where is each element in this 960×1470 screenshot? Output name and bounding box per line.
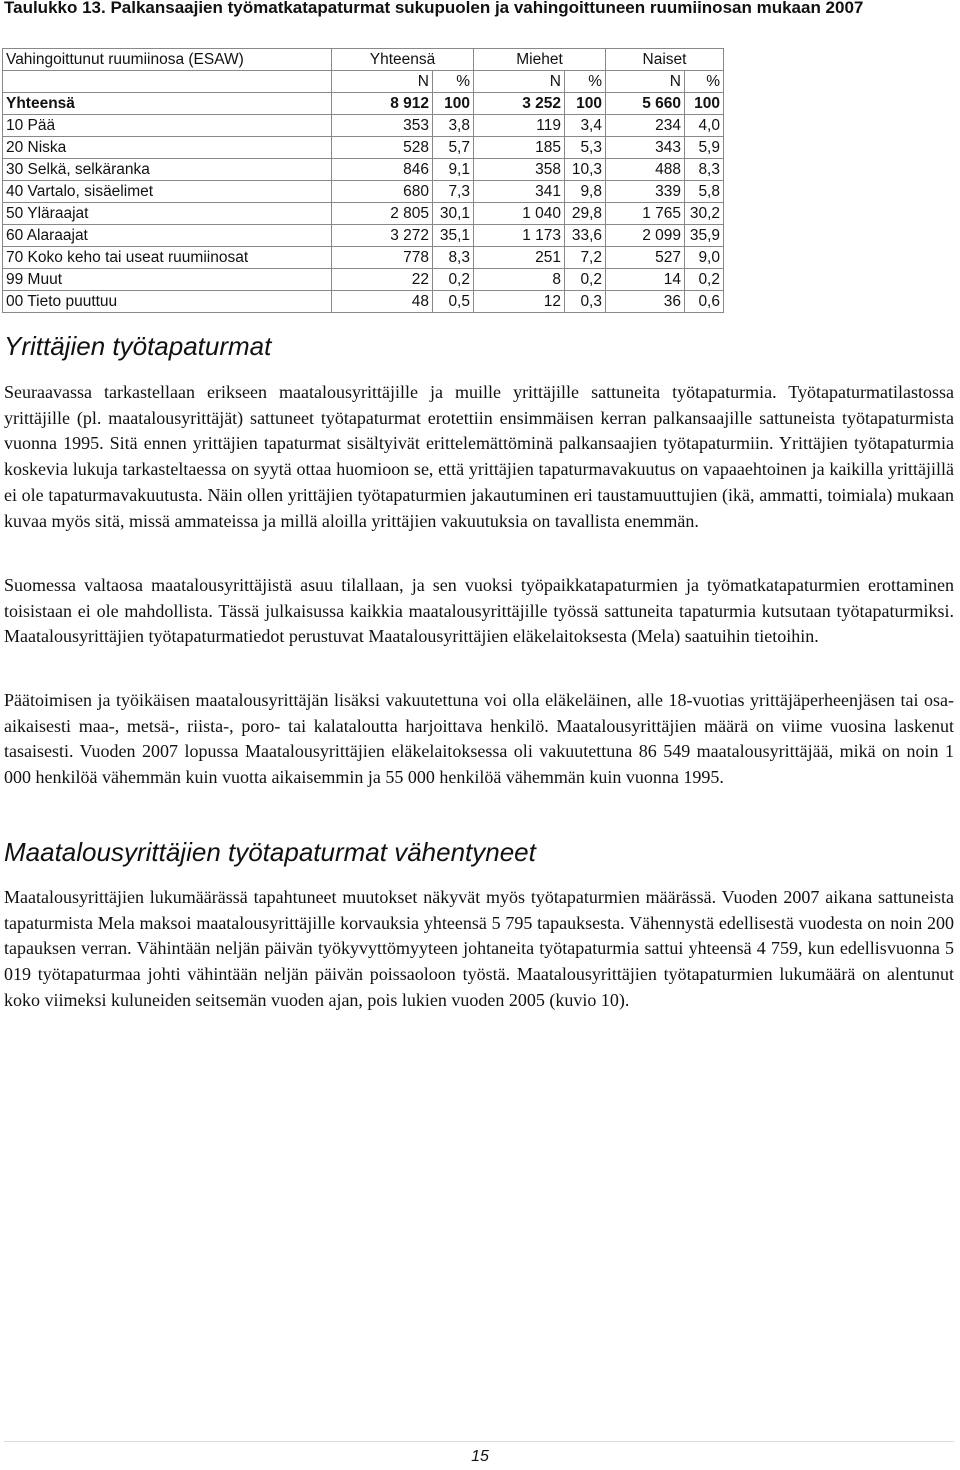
table-row (3, 159, 724, 181)
column-header-body-part: Vahingoittunut ruumiinosa (ESAW) (3, 49, 332, 71)
cell-value: 846 (332, 159, 433, 181)
cell-value: 8,3 (433, 247, 474, 269)
cell-value: 12 (474, 291, 565, 313)
cell-value: 36 (606, 291, 685, 313)
cell-value: 0,6 (685, 291, 724, 313)
row-label: 50 Yläraajat (3, 203, 332, 225)
cell-value: 5,3 (565, 137, 606, 159)
cell-value: 22 (332, 269, 433, 291)
cell-value: 0,5 (433, 291, 474, 313)
cell-value: 30,1 (433, 203, 474, 225)
cell-value: 353 (332, 115, 433, 137)
table-row (3, 137, 724, 159)
subheader-empty (3, 71, 332, 93)
cell-value: 4,0 (685, 115, 724, 137)
column-group-women: Naiset (606, 49, 724, 71)
table-row (3, 115, 724, 137)
body-paragraph: Seuraavassa tarkastellaan erikseen maatalousyrittäjille ja muille yrittäjille sattuneita työtapaturmia. Työtapaturmatilastossa yrittäjille (pl. maatalousyrittäjät) sattuneet työtapaturmat erotettiin ensimmäisen kerran palkansaajille sattuneista työtapaturmista vuonna 1995. Sitä ennen yrittäjien tapaturmat sisältyivät erittelemättöminä palkansaajien työtapaturmiin. Yrittäjien työtapaturmia koskevia lukuja tarkasteltaessa on syytä ottaa huomioon se, että yrittäjien tapaturmavakuutus on vapaaehtoinen ja kaikilla yrittäjillä ei ole tapaturmavakuutusta. Näin ollen yrittäjien työtapaturmien jakautuminen eri taustamuuttujien (ikä, ammatti, toimiala) mukaan kuvaa myös sitä, missä ammateissa ja millä aloilla yrittäjien vakuutuksia on tavallista enemmän. (4, 382, 954, 531)
cell-value: 680 (332, 181, 433, 203)
cell-value: 0,2 (685, 269, 724, 291)
section-heading-farmers: Maatalousyrittäjien työtapaturmat vähentyneet (4, 837, 536, 867)
row-label: 30 Selkä, selkäranka (3, 159, 332, 181)
cell-value: 343 (606, 137, 685, 159)
body-paragraph: Suomessa valtaosa maatalousyrittäjistä asuu tilallaan, ja sen vuoksi työpaikkatapaturmien ja työmatkatapaturmien erottaminen toisistaan ei ole mahdollista. Tässä julkaisussa kaikkia maatalousyrittäjille työssä sattuneita tapaturmia kutsutaan työtapaturmiksi. Maatalousyrittäjien työtapaturmatiedot perustuvat Maatalousyrittäjien eläkelaitoksesta (Mela) saatuihin tietoihin. (4, 575, 954, 647)
body-paragraph: Maatalousyrittäjien lukumäärässä tapahtuneet muutokset näkyvät myös työtapaturmien määrässä. Vuoden 2007 aikana sattuneista tapaturmista Mela maksoi maatalousyrittäjille korvauksia yhteensä 5 795 tapauksesta. Vähennystä edellisestä vuodesta on noin 200 tapauksen verran. Vähintään neljän päivän työkyvyttömyyteen johtaneita työtapaturmia sattui yhteensä 4 759, kun edellisvuonna 5 019 työtapaturmaa johti vähintään neljän päivän poissaoloon työstä. Maatalousyrittäjien työtapaturmien lukumäärä on alentunut koko viimeksi kuluneiden seitsemän vuoden ajan, pois lukien vuoden 2005 (kuvio 10). (4, 887, 954, 1010)
row-label: 99 Muut (3, 269, 332, 291)
table-caption: Taulukko 13. Palkansaajien työmatkatapaturmat sukupuolen ja vahingoittuneen ruumiinosan mukaan 2007 (4, 0, 864, 17)
subheader-n: N (474, 71, 565, 93)
subheader-percent: % (565, 71, 606, 93)
cell-value: 7,2 (565, 247, 606, 269)
subheader-n: N (332, 71, 433, 93)
cell-value: 8,3 (685, 159, 724, 181)
cell-value: 10,3 (565, 159, 606, 181)
table-row (3, 247, 724, 269)
cell-value: 5,8 (685, 181, 724, 203)
cell-value: 35,9 (685, 225, 724, 247)
table-row (3, 203, 724, 225)
cell-value: 1 765 (606, 203, 685, 225)
cell-value: 2 099 (606, 225, 685, 247)
table-subheader-row (3, 71, 724, 93)
cell-value: 3 252 (474, 93, 565, 115)
column-group-total: Yhteensä (332, 49, 474, 71)
cell-value: 14 (606, 269, 685, 291)
cell-value: 48 (332, 291, 433, 313)
cell-value: 2 805 (332, 203, 433, 225)
column-group-men: Miehet (474, 49, 606, 71)
cell-value: 1 040 (474, 203, 565, 225)
subheader-n: N (606, 71, 685, 93)
cell-value: 35,1 (433, 225, 474, 247)
subheader-percent: % (685, 71, 724, 93)
cell-value: 3,8 (433, 115, 474, 137)
cell-value: 488 (606, 159, 685, 181)
cell-value: 234 (606, 115, 685, 137)
cell-value: 29,8 (565, 203, 606, 225)
cell-value: 5,7 (433, 137, 474, 159)
body-paragraph: Päätoimisen ja työikäisen maatalousyrittäjän lisäksi vakuutettuna voi olla eläkeläinen, alle 18-vuotias yrittäjäperheenjäsen tai osa-aikaisesti maa-, metsä-, riista-, poro- tai kalataloutta harjoittava henkilö. Maatalousyrittäjien määrä on viime vuosina laskenut tasaisesti. Vuoden 2007 lopussa Maatalousyrittäjien eläkelaitoksessa oli vakuutettuna 86 549 maatalousyrittäjää, mikä on noin 1 000 henkilöä vähemmän kuin vuotta aikaisemmin ja 55 000 henkilöä vähemmän kuin vuonna 1995. (4, 690, 954, 788)
row-label: 00 Tieto puuttuu (3, 291, 332, 313)
page-number: 15 (471, 1448, 489, 1465)
table-row-total (3, 93, 724, 115)
cell-value: 339 (606, 181, 685, 203)
cell-value: 100 (565, 93, 606, 115)
row-label: 40 Vartalo, sisäelimet (3, 181, 332, 203)
row-label: Yhteensä (3, 93, 332, 115)
cell-value: 9,0 (685, 247, 724, 269)
cell-value: 119 (474, 115, 565, 137)
cell-value: 0,2 (433, 269, 474, 291)
cell-value: 8 912 (332, 93, 433, 115)
cell-value: 3 272 (332, 225, 433, 247)
cell-value: 251 (474, 247, 565, 269)
cell-value: 5 660 (606, 93, 685, 115)
cell-value: 9,8 (565, 181, 606, 203)
table-row (3, 225, 724, 247)
table-header-row (3, 49, 724, 71)
cell-value: 9,1 (433, 159, 474, 181)
cell-value: 33,6 (565, 225, 606, 247)
cell-value: 30,2 (685, 203, 724, 225)
row-label: 70 Koko keho tai useat ruumiinosat (3, 247, 332, 269)
cell-value: 3,4 (565, 115, 606, 137)
cell-value: 0,2 (565, 269, 606, 291)
subheader-percent: % (433, 71, 474, 93)
table-row (3, 269, 724, 291)
cell-value: 341 (474, 181, 565, 203)
cell-value: 358 (474, 159, 565, 181)
cell-value: 185 (474, 137, 565, 159)
cell-value: 7,3 (433, 181, 474, 203)
row-label: 20 Niska (3, 137, 332, 159)
table-row (3, 181, 724, 203)
cell-value: 527 (606, 247, 685, 269)
table-row (3, 291, 724, 313)
section-heading-entrepreneurs: Yrittäjien työtapaturmat (4, 331, 272, 361)
cell-value: 0,3 (565, 291, 606, 313)
cell-value: 8 (474, 269, 565, 291)
row-label: 10 Pää (3, 115, 332, 137)
cell-value: 1 173 (474, 225, 565, 247)
row-label: 60 Alaraajat (3, 225, 332, 247)
cell-value: 100 (433, 93, 474, 115)
statistics-table (2, 48, 724, 313)
cell-value: 778 (332, 247, 433, 269)
cell-value: 100 (685, 93, 724, 115)
cell-value: 5,9 (685, 137, 724, 159)
cell-value: 528 (332, 137, 433, 159)
footer-divider (4, 1441, 954, 1442)
